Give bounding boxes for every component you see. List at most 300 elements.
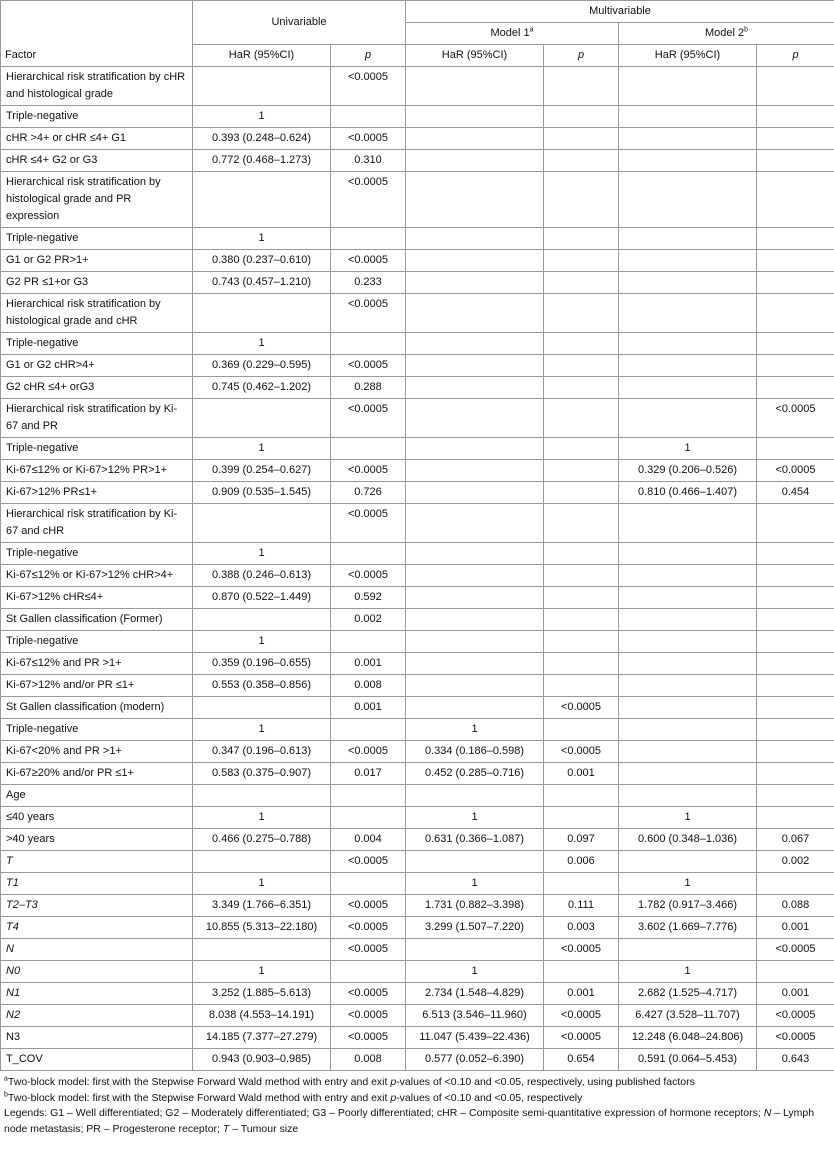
model1-p-cell: 0.003 [544, 917, 619, 939]
factor-cell: cHR ≤4+ G2 or G3 [1, 150, 193, 172]
model1-p-cell [544, 333, 619, 355]
model2-har-cell [619, 377, 757, 399]
model1-har-cell [406, 438, 544, 460]
model1-har-header: HaR (95%CI) [406, 45, 544, 67]
univariable-har-cell: 0.909 (0.535–1.545) [193, 482, 331, 504]
model2-p-cell [757, 653, 834, 675]
factor-cell: Ki-67≤12% or Ki-67>12% PR>1+ [1, 460, 193, 482]
univariable-har-cell [193, 697, 331, 719]
table-row [1, 631, 834, 653]
univariable-p-cell: <0.0005 [331, 172, 406, 228]
table-row [1, 587, 834, 609]
table-row [1, 172, 834, 228]
univariable-p-cell: 0.310 [331, 150, 406, 172]
univariable-har-cell: 1 [193, 719, 331, 741]
model2-p-cell [757, 172, 834, 228]
model2-har-cell [619, 150, 757, 172]
model2-p-cell [757, 355, 834, 377]
model2-har-cell: 0.810 (0.466–1.407) [619, 482, 757, 504]
model1-har-cell: 1.731 (0.882–3.398) [406, 895, 544, 917]
table-row [1, 482, 834, 504]
model2-p-cell: 0.001 [757, 983, 834, 1005]
univariable-p-cell [331, 228, 406, 250]
univariable-p-cell: 0.002 [331, 609, 406, 631]
factor-cell: Hierarchical risk stratification by histological grade and cHR [1, 294, 193, 333]
model1-har-cell [406, 504, 544, 543]
model1-har-cell: 3.299 (1.507–7.220) [406, 917, 544, 939]
model1-header: Model 1$^a$ [406, 23, 619, 45]
model2-har-cell: 0.600 (0.348–1.036) [619, 829, 757, 851]
table-row [1, 719, 834, 741]
model2-p-cell [757, 763, 834, 785]
univariable-p-cell: 0.726 [331, 482, 406, 504]
univariable-p-cell [331, 807, 406, 829]
model2-har-cell [619, 504, 757, 543]
model1-p-cell [544, 250, 619, 272]
univariable-har-cell: 0.393 (0.248–0.624) [193, 128, 331, 150]
model2-p-cell [757, 438, 834, 460]
footnote-b: $^b$Two-block model: first with the Stepwise Forward Wald method with entry and exit p-values of <0.10 and <0.05, respectively [4, 1091, 583, 1104]
table-row [1, 294, 834, 333]
univariable-p-cell: <0.0005 [331, 250, 406, 272]
factor-cell: Triple-negative [1, 106, 193, 128]
model1-p-cell: 0.097 [544, 829, 619, 851]
model2-har-cell: 2.682 (1.525–4.717) [619, 983, 757, 1005]
factor-cell: G1 or G2 PR>1+ [1, 250, 193, 272]
model2-har-cell [619, 675, 757, 697]
model1-p-cell [544, 67, 619, 106]
table-row [1, 873, 834, 895]
table-row [1, 895, 834, 917]
model2-har-cell [619, 333, 757, 355]
model1-p-cell [544, 106, 619, 128]
univariable-p-cell [331, 106, 406, 128]
factor-cell: T_COV [1, 1049, 193, 1071]
model2-p-cell: 0.067 [757, 829, 834, 851]
table-row [1, 250, 834, 272]
model2-har-cell [619, 697, 757, 719]
factor-cell: Ki-67>12% cHR≤4+ [1, 587, 193, 609]
model2-har-cell [619, 272, 757, 294]
model1-p-cell: <0.0005 [544, 939, 619, 961]
univariable-har-cell: 0.399 (0.254–0.627) [193, 460, 331, 482]
model2-har-cell [619, 67, 757, 106]
table-row [1, 741, 834, 763]
factor-cell: >40 years [1, 829, 193, 851]
model2-har-cell [619, 741, 757, 763]
model1-har-cell [406, 377, 544, 399]
model1-har-cell [406, 150, 544, 172]
univariable-p-cell: <0.0005 [331, 460, 406, 482]
model1-har-cell [406, 851, 544, 873]
table-row [1, 983, 834, 1005]
table-row [1, 763, 834, 785]
model2-har-cell [619, 172, 757, 228]
table-row [1, 399, 834, 438]
factor-cell: N [1, 939, 193, 961]
model1-har-cell [406, 653, 544, 675]
model2-har-cell [619, 653, 757, 675]
table-row [1, 272, 834, 294]
model1-p-cell: 0.001 [544, 763, 619, 785]
factor-cell: cHR >4+ or cHR ≤4+ G1 [1, 128, 193, 150]
model2-har-cell [619, 939, 757, 961]
univariable-har-cell: 1 [193, 543, 331, 565]
model2-p-cell [757, 106, 834, 128]
model2-p-cell: <0.0005 [757, 399, 834, 438]
univariable-har-cell: 1 [193, 961, 331, 983]
model1-har-cell [406, 67, 544, 106]
univariable-har-cell: 10.855 (5.313–22.180) [193, 917, 331, 939]
factor-cell: Ki-67≤12% or Ki-67>12% cHR>4+ [1, 565, 193, 587]
model2-p-cell [757, 807, 834, 829]
model1-har-cell [406, 697, 544, 719]
univariable-har-cell: 8.038 (4.553–14.191) [193, 1005, 331, 1027]
univariable-p-cell [331, 719, 406, 741]
factor-cell: Ki-67>12% PR≤1+ [1, 482, 193, 504]
univariable-har-cell: 1 [193, 438, 331, 460]
model1-p-cell [544, 355, 619, 377]
model1-har-cell [406, 272, 544, 294]
model2-p-cell [757, 873, 834, 895]
factor-cell: Triple-negative [1, 543, 193, 565]
univariable-header: Univariable [193, 1, 406, 45]
univariable-har-cell: 1 [193, 228, 331, 250]
factor-cell: Hierarchical risk stratification by Ki-67 and cHR [1, 504, 193, 543]
model1-p-cell [544, 460, 619, 482]
model1-har-cell [406, 543, 544, 565]
model2-har-cell [619, 565, 757, 587]
model1-p-cell [544, 150, 619, 172]
model1-har-cell [406, 631, 544, 653]
factor-cell: Hierarchical risk stratification by histological grade and PR expression [1, 172, 193, 228]
univariable-har-cell: 0.553 (0.358–0.856) [193, 675, 331, 697]
model1-p-cell [544, 807, 619, 829]
model2-har-cell [619, 250, 757, 272]
table-row [1, 807, 834, 829]
factor-cell: St Gallen classification (Former) [1, 609, 193, 631]
model2-p-cell [757, 150, 834, 172]
table-row [1, 460, 834, 482]
univariable-p-cell: 0.001 [331, 653, 406, 675]
model2-har-cell: 1 [619, 961, 757, 983]
univariable-har-cell: 0.347 (0.196–0.613) [193, 741, 331, 763]
table-header [1, 1, 834, 67]
model1-p-cell [544, 609, 619, 631]
factor-cell: Hierarchical risk stratification by cHR and histological grade [1, 67, 193, 106]
factor-cell: Age [1, 785, 193, 807]
model1-har-cell: 1 [406, 961, 544, 983]
model1-p-cell: <0.0005 [544, 741, 619, 763]
univariable-har-cell: 1 [193, 106, 331, 128]
model1-p-cell [544, 272, 619, 294]
model1-p-cell [544, 228, 619, 250]
model2-har-cell: 12.248 (6.048–24.806) [619, 1027, 757, 1049]
univariable-har-cell: 0.583 (0.375–0.907) [193, 763, 331, 785]
multivariable-header: Multivariable [406, 1, 834, 23]
model2-har-cell: 0.591 (0.064–5.453) [619, 1049, 757, 1071]
univariable-har-cell: 0.743 (0.457–1.210) [193, 272, 331, 294]
univariable-p-cell: 0.017 [331, 763, 406, 785]
model2-p-cell [757, 609, 834, 631]
model1-p-cell [544, 399, 619, 438]
univariable-p-cell [331, 961, 406, 983]
table-row [1, 228, 834, 250]
model1-har-cell: 2.734 (1.548–4.829) [406, 983, 544, 1005]
model2-p-cell [757, 675, 834, 697]
univariable-har-cell: 0.870 (0.522–1.449) [193, 587, 331, 609]
univariable-har-cell [193, 504, 331, 543]
model1-p-cell [544, 128, 619, 150]
univariable-har-cell: 0.943 (0.903–0.985) [193, 1049, 331, 1071]
model1-p-header: p [544, 45, 619, 67]
univariable-har-cell [193, 294, 331, 333]
univariable-p-cell: <0.0005 [331, 399, 406, 438]
univariable-p-cell: <0.0005 [331, 895, 406, 917]
model1-p-cell: <0.0005 [544, 1005, 619, 1027]
univariable-p-cell: 0.233 [331, 272, 406, 294]
univariable-har-cell: 0.388 (0.246–0.613) [193, 565, 331, 587]
model2-p-cell [757, 697, 834, 719]
factor-cell: T1 [1, 873, 193, 895]
model2-p-cell [757, 67, 834, 106]
univariable-p-cell: <0.0005 [331, 504, 406, 543]
univariable-p-cell: 0.008 [331, 675, 406, 697]
model1-har-cell [406, 228, 544, 250]
univariable-har-cell: 0.380 (0.237–0.610) [193, 250, 331, 272]
model2-har-cell [619, 128, 757, 150]
univariable-p-cell: <0.0005 [331, 128, 406, 150]
legend-note: Legends: G1 – Well differentiated; G2 – Moderately differentiated; G3 – Poorly differentiated; cHR – Composite semi-quantitative expression of hormone receptors; N – Lymph node metastasis; PR – Progesterone receptor; T – Tumour size [4, 1107, 815, 1135]
table-row [1, 609, 834, 631]
table-row [1, 543, 834, 565]
table-row [1, 438, 834, 460]
model2-p-cell [757, 785, 834, 807]
univariable-har-cell: 3.252 (1.885–5.613) [193, 983, 331, 1005]
model1-p-cell: 0.111 [544, 895, 619, 917]
univariable-har-cell: 0.369 (0.229–0.595) [193, 355, 331, 377]
univariable-har-cell: 14.185 (7.377–27.279) [193, 1027, 331, 1049]
model2-p-cell [757, 504, 834, 543]
table-row [1, 829, 834, 851]
table-row [1, 355, 834, 377]
model1-p-cell: <0.0005 [544, 697, 619, 719]
model2-har-cell [619, 587, 757, 609]
table-row [1, 377, 834, 399]
univariable-har-cell [193, 609, 331, 631]
factor-header: Factor [1, 45, 193, 67]
model2-har-cell: 1 [619, 438, 757, 460]
univariable-p-cell: <0.0005 [331, 741, 406, 763]
model1-har-cell [406, 565, 544, 587]
table-footnotes [0, 1071, 834, 1137]
model1-har-cell [406, 609, 544, 631]
model1-har-cell: 11.047 (5.439–22.436) [406, 1027, 544, 1049]
factor-cell: Triple-negative [1, 719, 193, 741]
univariable-har-cell: 1 [193, 807, 331, 829]
table-row [1, 1027, 834, 1049]
model2-p-cell [757, 961, 834, 983]
model2-p-cell [757, 228, 834, 250]
univariable-p-cell [331, 631, 406, 653]
factor-cell: St Gallen classification (modern) [1, 697, 193, 719]
table-row [1, 1005, 834, 1027]
model2-p-cell [757, 250, 834, 272]
univariable-p-cell [331, 438, 406, 460]
model1-p-cell [544, 675, 619, 697]
univariable-p-cell: 0.288 [331, 377, 406, 399]
univariable-har-cell: 0.745 (0.462–1.202) [193, 377, 331, 399]
table-row [1, 106, 834, 128]
model1-har-cell [406, 939, 544, 961]
table-row [1, 653, 834, 675]
model1-p-cell [544, 653, 619, 675]
univariable-har-cell: 0.359 (0.196–0.655) [193, 653, 331, 675]
univariable-p-cell: 0.004 [331, 829, 406, 851]
model1-har-cell [406, 333, 544, 355]
model1-p-cell [544, 961, 619, 983]
model2-p-cell: <0.0005 [757, 939, 834, 961]
model2-p-cell: <0.0005 [757, 460, 834, 482]
table-row [1, 785, 834, 807]
model2-p-cell: 0.643 [757, 1049, 834, 1071]
model1-har-cell [406, 482, 544, 504]
model1-har-cell: 6.513 (3.546–11.960) [406, 1005, 544, 1027]
model1-har-cell [406, 785, 544, 807]
model1-p-cell [544, 504, 619, 543]
table-row [1, 675, 834, 697]
factor-cell: T2–T3 [1, 895, 193, 917]
univariable-p-cell: <0.0005 [331, 1005, 406, 1027]
model1-har-cell [406, 172, 544, 228]
table-row [1, 939, 834, 961]
table-row [1, 333, 834, 355]
univariable-p-cell: <0.0005 [331, 355, 406, 377]
model2-p-cell [757, 719, 834, 741]
univariable-har-cell [193, 939, 331, 961]
model2-p-cell [757, 631, 834, 653]
univariable-har-cell [193, 399, 331, 438]
model2-har-cell [619, 106, 757, 128]
model1-p-cell [544, 719, 619, 741]
model2-har-cell [619, 228, 757, 250]
univariable-p-cell: <0.0005 [331, 917, 406, 939]
table-body [1, 67, 834, 1071]
factor-cell: Ki-67≥20% and/or PR ≤1+ [1, 763, 193, 785]
model1-p-cell [544, 631, 619, 653]
model2-p-cell [757, 543, 834, 565]
model2-p-cell [757, 587, 834, 609]
model1-p-cell [544, 172, 619, 228]
table-row [1, 67, 834, 106]
model1-har-cell: 1 [406, 807, 544, 829]
footnote-a: $^a$Two-block model: first with the Stepwise Forward Wald method with entry and exit p-values of <0.10 and <0.05, respectively, using published factors [4, 1075, 695, 1088]
model2-har-cell [619, 785, 757, 807]
univariable-har-cell: 1 [193, 873, 331, 895]
model1-har-cell [406, 587, 544, 609]
univariable-p-cell: <0.0005 [331, 67, 406, 106]
factor-cell: Triple-negative [1, 438, 193, 460]
model2-har-cell: 1 [619, 873, 757, 895]
univariable-har-cell [193, 67, 331, 106]
factor-cell: Triple-negative [1, 631, 193, 653]
univariable-p-cell: 0.001 [331, 697, 406, 719]
univariable-har-cell [193, 785, 331, 807]
factor-cell: Ki-67<20% and PR >1+ [1, 741, 193, 763]
model1-har-cell: 0.452 (0.285–0.716) [406, 763, 544, 785]
model2-har-cell [619, 294, 757, 333]
univariable-p-cell: <0.0005 [331, 1027, 406, 1049]
univariable-har-cell: 1 [193, 631, 331, 653]
univariable-har-cell [193, 172, 331, 228]
model2-p-cell: 0.088 [757, 895, 834, 917]
factor-cell: N1 [1, 983, 193, 1005]
factor-cell: Triple-negative [1, 333, 193, 355]
model2-p-cell: <0.0005 [757, 1027, 834, 1049]
factor-cell: G2 cHR ≤4+ orG3 [1, 377, 193, 399]
model2-p-cell [757, 333, 834, 355]
table-row [1, 917, 834, 939]
factor-cell: ≤40 years [1, 807, 193, 829]
model2-p-cell: 0.454 [757, 482, 834, 504]
table-row [1, 1049, 834, 1071]
table-row [1, 851, 834, 873]
factor-cell: Hierarchical risk stratification by Ki-67 and PR [1, 399, 193, 438]
model1-har-cell [406, 399, 544, 438]
model2-har-cell [619, 355, 757, 377]
univariable-p-cell: 0.592 [331, 587, 406, 609]
model1-har-cell [406, 294, 544, 333]
model1-p-cell [544, 377, 619, 399]
factor-cell: G2 PR ≤1+or G3 [1, 272, 193, 294]
model2-har-cell: 1 [619, 807, 757, 829]
univariable-har-cell: 1 [193, 333, 331, 355]
univariable-har-cell [193, 851, 331, 873]
model2-header: Model 2$^b$ [619, 23, 834, 45]
univariable-p-cell: <0.0005 [331, 983, 406, 1005]
model1-har-cell: 1 [406, 719, 544, 741]
univariable-p-cell [331, 543, 406, 565]
model2-har-cell [619, 851, 757, 873]
univariable-har-cell: 0.772 (0.468–1.273) [193, 150, 331, 172]
factor-cell: N0 [1, 961, 193, 983]
model2-har-cell [619, 543, 757, 565]
model2-har-cell: 1.782 (0.917–3.466) [619, 895, 757, 917]
factor-cell: N2 [1, 1005, 193, 1027]
model1-har-cell [406, 250, 544, 272]
model1-har-cell: 0.577 (0.052–6.390) [406, 1049, 544, 1071]
model2-p-cell [757, 377, 834, 399]
univariable-p-header: p [331, 45, 406, 67]
model1-p-cell [544, 438, 619, 460]
model1-p-cell [544, 565, 619, 587]
univariable-p-cell: <0.0005 [331, 294, 406, 333]
univariable-har-cell: 0.466 (0.275–0.788) [193, 829, 331, 851]
univariable-har-header: HaR (95%CI) [193, 45, 331, 67]
model2-p-cell [757, 741, 834, 763]
model2-har-cell [619, 631, 757, 653]
model1-p-cell [544, 873, 619, 895]
model2-har-cell: 0.329 (0.206–0.526) [619, 460, 757, 482]
model2-p-cell [757, 565, 834, 587]
table-row [1, 504, 834, 543]
model1-har-cell: 0.631 (0.366–1.087) [406, 829, 544, 851]
factor-cell: N3 [1, 1027, 193, 1049]
model2-har-cell: 3.602 (1.669–7.776) [619, 917, 757, 939]
univariable-p-cell [331, 785, 406, 807]
model2-har-cell [619, 399, 757, 438]
model1-har-cell [406, 460, 544, 482]
